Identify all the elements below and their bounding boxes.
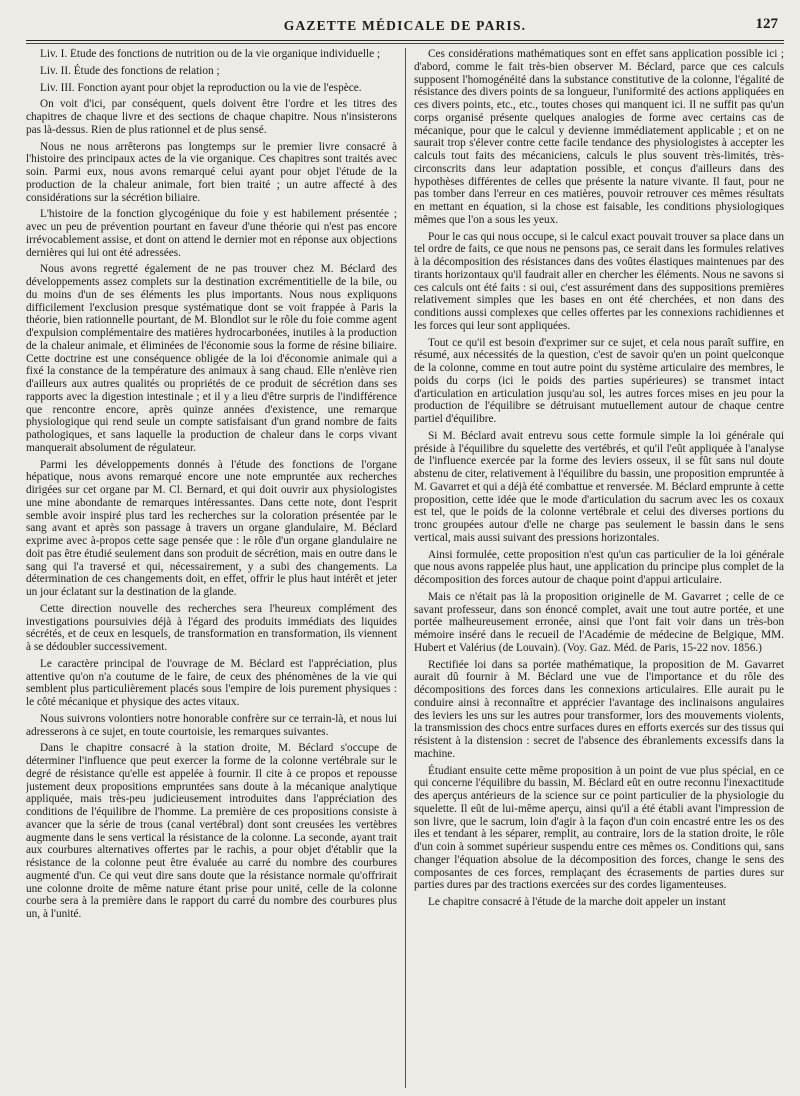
livre-line: Liv. I. Étude des fonctions de nutrition ou de la vie organique individuelle ; xyxy=(40,48,381,60)
journal-title: GAZETTE MÉDICALE DE PARIS. xyxy=(283,18,527,33)
paragraph: Parmi les développements donnés à l'étude des fonctions de l'organe hépatique, nous avons remarqué encore une note empruntée aux recherches dirigées sur cet organe par M. Cl. Bernard, et qui doit ouvrir aux physiologistes une mine abondante de remarques intéressantes. Dans cette note, dont l'esprit semble avoir inspiré plus tard les recherches sur la coloration présentée par le sang avant et après son passage à travers un organe glandulaire, M. Béclard exprime avec à-propos cette sage pensée que : le rôle d'un organe glandulaire ne doit pas être étudié seulement dans son produit de sécrétion, mais en outre dans le sang qui l'a traversé et qui, nécessairement, y a subi des changements. La détermination de ces changements doit, en effet, offrir le plus haut intérêt et jeter un jour éclatant sur la destination de la glande. xyxy=(26,458,397,598)
header-rule-thin xyxy=(26,43,784,44)
paragraph: Cette direction nouvelle des recherches sera l'heureux complément des investigations poursuivies déjà à l'égard des produits immédiats des liquides sécrétés, et de ceux en lesquels, de transformation en transformation, ils viennent à se dédoubler successivement. xyxy=(26,602,397,653)
right-column xyxy=(405,48,784,1088)
paragraph: Dans le chapitre consacré à la station droite, M. Béclard s'occupe de déterminer l'influence que peut exercer la forme de la colonne vertébrale sur le degré de résistance qu'elle est appelée à fournir. Il cite à ce propos et repousse justement deux propositions empruntées sans doute à la mécanique analytique appliquée, mais très-peu judicieusement introduites dans l'appréciation des conditions de l'équilibre de l'homme. La première de ces propositions consiste à avancer que la série de trous (canal vertébral) dont sont creusées les vertèbres augmente dans le sens vertical la résistance de la colonne. La seconde, ayant trait aux courbures alternatives offertes par le rachis, a pour objet d'établir que la résistance de la colonne peut être évaluée au carré du nombre des courbures augmenté d'un. Ce qui veut dire sans doute que la résistance normale qu'offrirait une colonne droite de même nature étant prise pour unité, celle de la colonne courbe sera à la première dans le rapport du carré du nombre des courbures plus un, à l'unité. xyxy=(26,742,397,920)
paragraph: Ainsi formulée, cette proposition n'est qu'un cas particulier de la loi générale que nous avons rappelée plus haut, une application du principe plus complet de la décomposition des forces autour de chaque point d'appui articulaire. xyxy=(414,548,784,586)
paragraph: Le chapitre consacré à l'étude de la marche doit appeler un instant xyxy=(428,896,726,908)
livre-line: Liv. III. Fonction ayant pour objet la reproduction ou la vie de l'espèce. xyxy=(40,81,362,94)
paragraph: Mais ce n'était pas là la proposition originelle de M. Gavarret ; celle de ce savant professeur, dans son énoncé complet, avait une tout autre portée, et une portée malheureusement erronée, ainsi que l'ont fait voir dans un très-bon mémoire inséré dans le recueil de l'Académie de médecine de Belgique, MM. Hubert et Valérius (de Louvain). (Voy. Gaz. Méd. de Paris, 15-22 nov. 1856.) xyxy=(414,590,784,654)
paragraph: Pour le cas qui nous occupe, si le calcul exact pouvait trouver sa place dans un tel ordre de faits, ce que nous ne pensons pas, ce serait dans les formules relatives à la décomposition des résistances dans des voûtes élastiques maintenues par des tirants horizontaux qu'il faudrait aller en chercher les éléments. Nous ne savons si ces calculs ont été faits : si oui, c'est assurément dans des suppositions premières relativement simples que les bases en ont été cherchées, et non dans des conditions aussi complexes que celles offertes par les connexions rachidiennes et les forces qui leur sont appliquées. xyxy=(414,230,784,332)
header-rule xyxy=(26,40,784,41)
paragraph: L'histoire de la fonction glycogénique du foie y est habilement présentée ; avec un peu de prévention pourtant en faveur d'une théorie qui n'est pas encore irrévocablement assise, et dont on attend le dernier mot en réponse aux objections dernières qui lui ont été adressées. xyxy=(26,208,397,259)
text-columns xyxy=(26,48,784,1088)
paragraph: Nous ne nous arrêterons pas longtemps sur le premier livre consacré à l'histoire des principaux actes de la vie organique. Ces chapitres sont traités avec soin. Parmi eux, nous avons remarqué celui ayant pour objet l'étude de la production de la chaleur animale, fort bien traité ; un autre affecté à des considérations sur la sécrétion biliaire. xyxy=(26,140,397,204)
paragraph: Nous suivrons volontiers notre honorable confrère sur ce terrain-là, et nous lui adresserons à ce sujet, en toute courtoisie, les remarques suivantes. xyxy=(26,712,397,738)
paragraph: Le caractère principal de l'ouvrage de M. Béclard est l'appréciation, plus attentive qu'on n'a coutume de le faire, de ceux des phénomènes de la vie qui semblent plus particulièrement placés sous l'empire de lois purement physiques : le côté mécanique et physique des actes vitaux. xyxy=(26,657,397,708)
left-column xyxy=(26,48,405,1088)
page-header xyxy=(26,14,784,40)
paragraph: On voit d'ici, par conséquent, quels doivent être l'ordre et les titres des chapitres de chaque livre et des sections de chaque chapitre. Nous n'insisterons pas là-dessus. Rien de plus rationnel et de plus sensé. xyxy=(26,98,397,136)
paragraph: Si M. Béclard avait entrevu sous cette formule simple la loi générale qui préside à l'équilibre du squelette des vertébrés, et qu'il l'eût appliquée à l'analyse de l'influence exercée par la forme des leviers osseux, il se fût sans nul doute abstenu de citer, relativement à l'équilibre du bassin, une proposition empruntée à M. Gavarret et qui a déjà été combattue et renversée. M. Béclard emprunte à cette proposition, cette idée que le mode d'articulation du sacrum avec les os coxaux est tel, que le poids de la colonne vertébrale et celui des diverses portions du tronc groupées autour d'elle ne charge pas seulement le bassin dans le sens vertical, mais aussi suivant des pressions horizontales. xyxy=(414,429,784,544)
page-number: 127 xyxy=(755,16,778,32)
paragraph: Tout ce qu'il est besoin d'exprimer sur ce sujet, et cela nous paraît suffire, en résumé, aux nécessités de la question, c'est de savoir qu'en un point quelconque de la colonne, comme en tout autre point du système articulaire des membres, le poids du corps (ici le poids des parties supérieures) se transmet intact d'articulation en articulation jusqu'au sol, les autres forces mises en jeu pour la production de l'équilibre se détruisant mutuellement autour de chaque centre partiel d'équilibre. xyxy=(414,336,784,425)
paragraph: Rectifiée loi dans sa portée mathématique, la proposition de M. Gavarret aurait dû fournir à M. Béclard une vue de l'importance et du rôle des décompositions des forces dans les connexions articulaires. Elle aurait pu le conduire ainsi à reconnaître et apprécier l'avantage des inclinaisons angulaires des leviers les uns sur les autres pour transformer, lors des mouvements violents, la transmission des chocs entre surfaces dures en efforts exercés sur des tissus qui résistent à la distension : secret de l'absence des ébranlements excessifs dans la machine. xyxy=(414,658,784,760)
livre-line: Liv. II. Étude des fonctions de relation ; xyxy=(40,64,220,77)
paragraph: Étudiant ensuite cette même proposition à un point de vue plus spécial, en ce qui concerne l'équilibre du bassin, M. Béclard eût en outre reconnu l'inexactitude des aperçus antérieurs de la science sur ce point particulier de la physiologie du squelette. Il eût de lui-même aperçu, ainsi qu'il a été établi avant l'impression de son livre, que le sacrum, loin d'agir à la façon d'un coin encastré entre les os des iles et tendant à les séparer, remplit, au contraire, lors de la station droite, le rôle d'un coin à sommet supérieur suspendu entre ces mêmes os. Conditions qui, sans changer l'équation absolue de la décomposition des forces, change le sens des composantes de ces forces, remplaçant des écrasements de parties dures sur parties dures par des tractions exercées sur des cordes ligamenteuses. xyxy=(414,764,784,892)
paragraph: Nous avons regretté également de ne pas trouver chez M. Béclard des développements assez complets sur la destination excrémentitielle de la bile, ou du moins d'un de ses éléments les plus importants. Nous nous expliquons difficilement l'exclusion presque systématique dont se voit frappée à Paris la théorie, bien rationnelle pourtant, de M. Blondlot sur le rôle du foie comme agent d'expulsion complémentaire des matières hydrocarbonées, inutiles à la production de la chaleur animale, et éliminées de l'économie sous la forme de résine biliaire. Cette doctrine est une conséquence obligée de la loi d'économie animale qui a fixé la constance de la température des animaux à sang chaud. Elle n'enlève rien d'ailleurs aux autres qualités ou propriétés de ce produit de sécrétion dans ses rapports avec la digestion intestinale ; et il y a lieu d'être surpris de l'indifférence que rencontre encore, après quinze années d'existence, une remarque physiologique qui rend seule un compte satisfaisant d'un grand nombre de faits pathologiques, et sans laquelle la production de chaleur dans le corps vivant manquerait absolument de régulateur. xyxy=(26,263,397,454)
paragraph: Ces considérations mathématiques sont en effet sans application possible ici ; d'abord, comme le fait très-bien observer M. Béclard, parce que ces calculs supposent l'homogénéité dans la substance constitutive de la colonne, l'égalité de résistance des divers points de sa longueur, l'uniformité des actions appliquées en ces divers points, etc., etc., toutes choses qui manquent ici. Il ne suffit pas qu'un corps organisé présente quelques analogies de forme avec certains cas de mécanique, pour que le calcul y devienne immédiatement applicable ; et on ne saurait trop s'élever contre cette facile tendance des physiologistes à accepter les calculs tout faits des mécaniciens, calculs le plus souvent très-limités, très-circonscrits dans leur adaptation possible, et conçus d'ailleurs dans des hypothèses différentes de celles que présente la nature vivante. Il faut, pour ne pas tomber dans l'erreur en ces matières, pouvoir retrouver ces mêmes résultats en mettant en équation, si la chose est faisable, les conditions physiologiques mêmes que l'on a sous les yeux. xyxy=(414,48,784,226)
